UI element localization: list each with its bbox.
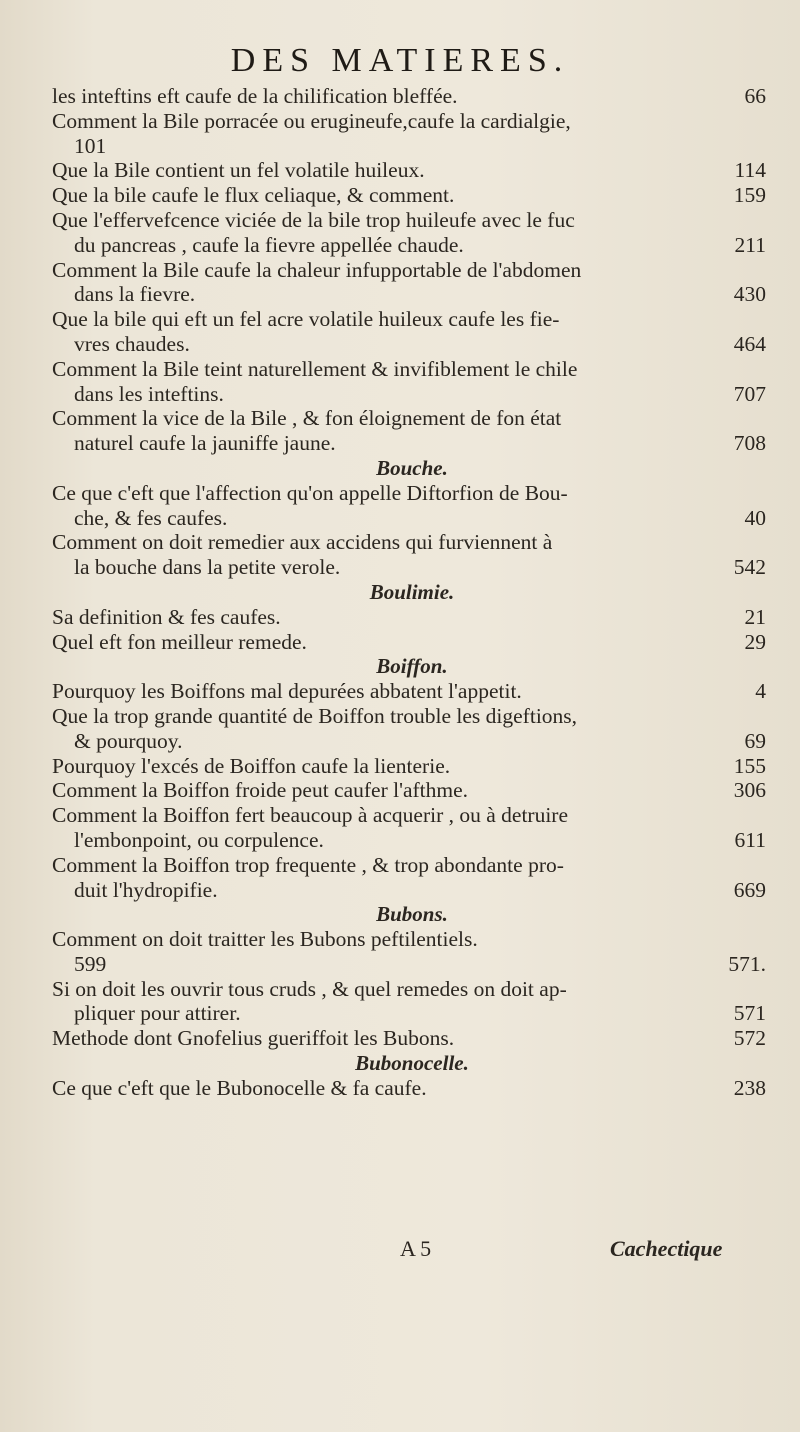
index-entry	[52, 183, 772, 208]
page-number: 464	[733, 331, 766, 356]
entry-line: Que la Bile contient un fel volatile huileux.	[52, 158, 425, 183]
entry-line: Que la trop grande quantité de Boiffon trouble les digeftions,	[52, 703, 578, 728]
page-number: 708	[733, 431, 766, 456]
page-number: 430	[733, 282, 766, 307]
entry-line: Comment la Bile porracée ou erugineufe,caufe la cardialgie,	[52, 108, 571, 133]
page-number: 155	[733, 753, 766, 778]
page-number: 571	[733, 1001, 766, 1026]
entry-line: la bouche dans la petite verole.	[74, 555, 341, 580]
index-entry	[52, 853, 772, 903]
entry-line: du pancreas , caufe la fievre appellée chaude.	[74, 232, 464, 257]
index-entry	[52, 530, 772, 580]
page-number: 21	[744, 604, 766, 629]
entry-line: Que la bile qui eft un fel acre volatile huileux caufe les fie-	[52, 307, 560, 332]
page-number: 4	[755, 679, 766, 704]
entry-line: 599	[74, 951, 107, 976]
entry-line: Comment on doit remedier aux accidens qui furviennent à	[52, 530, 553, 555]
index-entry	[52, 927, 772, 977]
index-entry	[52, 109, 772, 159]
entry-line: Pourquoy l'excés de Boiffon caufe la lienterie.	[52, 753, 451, 778]
index-entry	[52, 977, 772, 1027]
catchword: Cachectique	[610, 1236, 723, 1261]
entry-line: les inteftins eft caufe de la chilification bleffée.	[52, 84, 458, 108]
entry-line: Que l'effervefcence viciée de la bile trop huileufe avec le fuc	[52, 207, 575, 232]
page-number: 572	[733, 1026, 766, 1051]
section-heading: Bubons.	[376, 902, 448, 927]
page-number: 114	[734, 158, 766, 183]
entry-line: naturel caufe la jauniffe jaune.	[74, 431, 336, 456]
index-entry	[52, 803, 772, 853]
page-number: 571.	[728, 951, 766, 976]
entry-line: Comment la Boiffon froide peut caufer l'afthme.	[52, 778, 469, 803]
entry-line: che, & fes caufes.	[74, 505, 228, 530]
entry-line: Comment la Boiffon fert beaucoup à acquerir , ou à detruire	[52, 803, 569, 828]
page-number: 40	[744, 505, 766, 530]
entry-line: Comment on doit traitter les Bubons peftilentiels.	[52, 927, 478, 952]
entry-line: Quel eft fon meilleur remede.	[52, 629, 307, 654]
page-number: 29	[744, 629, 766, 654]
entry-line: dans les inteftins.	[74, 381, 224, 406]
page-number: 542	[733, 555, 766, 580]
index-entry	[52, 84, 772, 109]
page-number: 238	[733, 1075, 766, 1100]
page-header: DES MATIERES.	[230, 42, 570, 79]
entry-line: Comment la Bile teint naturellement & invifiblement le chile	[52, 356, 578, 381]
index-entry	[52, 481, 772, 531]
entry-line: pliquer pour attirer.	[74, 1001, 241, 1026]
entry-line: 101	[74, 133, 107, 158]
entry-line: Pourquoy les Boiffons mal depurées abbatent l'appetit.	[52, 679, 522, 704]
entry-line: Que la bile caufe le flux celiaque, & comment.	[52, 183, 455, 208]
page-number: 66	[744, 84, 766, 108]
index-entry	[52, 679, 772, 704]
entry-line: Comment la Bile caufe la chaleur infupportable de l'abdomen	[52, 257, 582, 282]
entry-line: dans la fievre.	[74, 282, 196, 307]
index-entry	[52, 158, 772, 183]
index-entry	[52, 630, 772, 655]
index-entry	[52, 605, 772, 630]
signature-mark: A 5	[400, 1236, 432, 1261]
page-number: 669	[733, 877, 766, 902]
page-number: 211	[734, 232, 766, 257]
entry-line: Comment la Boiffon trop frequente , & trop abondante pro-	[52, 852, 564, 877]
page-number: 69	[744, 728, 766, 753]
page-number: 306	[733, 778, 766, 803]
index-entry	[52, 307, 772, 357]
entry-line: l'embonpoint, ou corpulence.	[74, 827, 324, 852]
section-heading: Bouche.	[376, 455, 448, 480]
section-heading: Bubonocelle.	[355, 1051, 469, 1076]
entry-line: Methode dont Gnofelius gueriffoit les Bubons.	[52, 1026, 455, 1051]
page-number: 159	[733, 183, 766, 208]
index-entry	[52, 1076, 772, 1101]
entry-line: Ce que c'eft que l'affection qu'on appelle Diftorfion de Bou-	[52, 480, 568, 505]
index-entry	[52, 406, 772, 456]
entry-line: Sa definition & fes caufes.	[52, 604, 281, 629]
section-heading: Boiffon.	[376, 654, 448, 679]
entry-line: duit l'hydropifie.	[74, 877, 218, 902]
index-entry	[52, 704, 772, 754]
page-number: 611	[734, 827, 766, 852]
entry-line: Ce que c'eft que le Bubonocelle & fa caufe.	[52, 1075, 427, 1100]
section-heading: Boulimie.	[369, 579, 455, 604]
index-entry	[52, 754, 772, 779]
entry-line: vres chaudes.	[74, 331, 190, 356]
entry-line: & pourquoy.	[74, 728, 183, 753]
page-number: 707	[733, 381, 766, 406]
index-entry	[52, 778, 772, 803]
index-entry	[52, 357, 772, 407]
index-content	[52, 84, 772, 1101]
index-entry	[52, 208, 772, 258]
index-entry	[52, 1026, 772, 1051]
entry-line: Si on doit les ouvrir tous cruds , & quel remedes on doit ap-	[52, 976, 567, 1001]
entry-line: Comment la vice de la Bile , & fon éloignement de fon état	[52, 406, 562, 431]
index-entry	[52, 258, 772, 308]
